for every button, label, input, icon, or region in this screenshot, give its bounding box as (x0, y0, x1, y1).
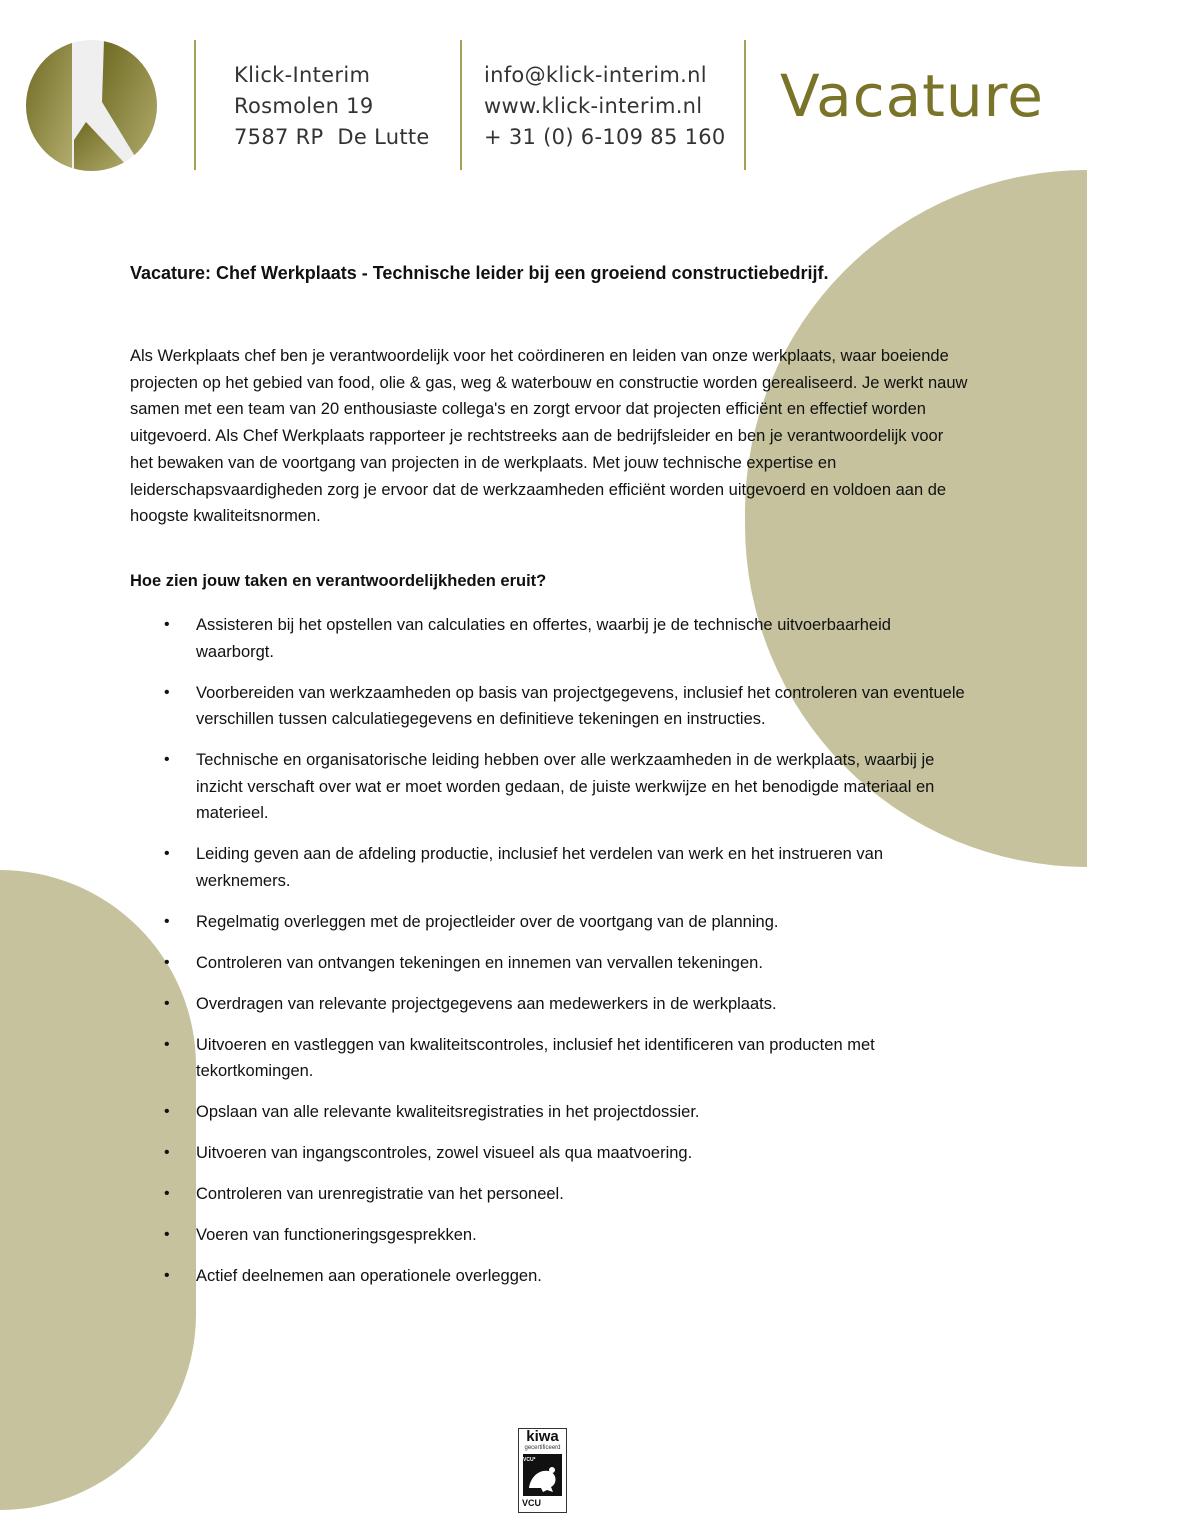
kiwa-vcu-label: VCU (522, 1498, 542, 1508)
intro-paragraph: Als Werkplaats chef ben je verantwoordelijk voor het coördineren en leiden van onze werkplaats, waar boeiende projecten op het gebied van food, olie & gas, weg & waterbouw en constructie worden gerealiseerd. Je werkt nauw samen met een team van 20 enthousiaste collega's en zorgt ervoor dat projecten efficiënt en effectief worden uitgevoerd. Als Chef Werkplaats rapporteer je rechtstreeks aan de bedrijfsleider en ben je verantwoordelijk voor het bewaken van de voortgang van projecten in de werkplaats. Met jouw technische expertise en leiderschapsvaardigheden zorg je ervoor dat de werkzaamheden efficiënt worden uitgevoerd en voldoen aan de hoogste kwaliteitsnormen. (130, 347, 968, 526)
task-text: Controleren van ontvangen tekeningen en innemen van vervallen tekeningen. (196, 953, 763, 972)
list-item (130, 991, 970, 1018)
task-text: Leiding geven aan de afdeling productie, inclusief het verdelen van werk en het instrueren van werknemers. (196, 845, 884, 890)
klick-logo-icon (26, 40, 157, 171)
list-item (130, 1181, 970, 1208)
list-item (130, 1140, 970, 1167)
task-text: Uitvoeren van ingangscontroles, zowel visueel als qua maatvoering. (196, 1144, 693, 1162)
tasks-list (130, 612, 970, 1304)
task-text: Technische en organisatorische leiding hebben over alle werkzaamheden in de werkplaats, waarbij je inzicht verschaft over wat er moet worden gedaan, de juiste werkwijze en het benodigde materiaal en materieel. (196, 751, 935, 822)
task-text: Opslaan van alle relevante kwaliteitsregistraties in het projectdossier. (196, 1103, 700, 1121)
bullet-icon: • (164, 683, 170, 701)
list-item (130, 1099, 970, 1126)
list-item (130, 612, 970, 665)
company-contact (484, 60, 726, 153)
email-link[interactable]: info@klick-interim.nl (484, 63, 707, 87)
kiwa-name: kiwa (526, 1428, 559, 1445)
header-divider (194, 40, 196, 170)
page-title: Vacature: Chef Werkplaats - Technische leider bij een groeiend constructiebedrijf. (130, 263, 829, 283)
list-item (130, 1263, 970, 1290)
company-address (234, 60, 430, 153)
bullet-icon: • (164, 1267, 170, 1284)
bullet-icon: • (164, 994, 170, 1012)
kiwa-mark-label: VCU* (523, 1457, 536, 1463)
bullet-icon: • (164, 912, 170, 930)
task-text: Voeren van functioneringsgesprekken. (196, 1226, 477, 1244)
list-item (130, 950, 970, 977)
tasks-heading: Hoe zien jouw taken en verantwoordelijkheden eruit? (130, 572, 547, 590)
task-text: Assisteren bij het opstellen van calculaties en offertes, waarbij je de technische uitvoerbaarheid waarborgt. (196, 616, 891, 661)
kiwa-subtitle: gecertificeerd (524, 1445, 561, 1451)
header-divider (744, 40, 746, 170)
task-text: Uitvoeren en vastleggen van kwaliteitscontroles, inclusief het identificeren van producten met tekortkomingen. (196, 1035, 875, 1080)
bullet-icon: • (164, 1103, 170, 1120)
kiwa-certification-badge (518, 1428, 567, 1513)
phone-number: + 31 (0) 6-109 85 160 (484, 125, 726, 149)
bullet-icon: • (164, 845, 170, 862)
bullet-icon: • (164, 1144, 170, 1161)
list-item (130, 1222, 970, 1249)
task-text: Controleren van urenregistratie van het personeel. (196, 1185, 564, 1203)
vacature-heading: Vacature (780, 62, 1044, 130)
list-item (130, 1032, 970, 1085)
header-divider (460, 40, 462, 170)
bullet-icon: • (164, 1185, 170, 1202)
street-address: Rosmolen 19 (234, 94, 374, 118)
company-name: Klick-Interim (234, 63, 371, 87)
task-text: Regelmatig overleggen met de projectleider over de voortgang van de planning. (196, 912, 779, 931)
list-item (130, 909, 970, 936)
list-item (130, 841, 970, 894)
task-text: Voorbereiden van werkzaamheden op basis van projectgegevens, inclusief het controleren van eventuele verschillen tussen calculatiegegevens en definitieve tekeningen en instructies. (196, 683, 965, 728)
bullet-icon: • (164, 953, 170, 971)
list-item (130, 680, 970, 733)
website-link[interactable]: www.klick-interim.nl (484, 94, 703, 118)
list-item (130, 747, 970, 827)
bullet-icon: • (164, 1226, 170, 1243)
bullet-icon: • (164, 616, 170, 633)
task-text: Actief deelnemen aan operationele overleggen. (196, 1267, 542, 1285)
bullet-icon: • (164, 1035, 170, 1053)
task-text: Overdragen van relevante projectgegevens aan medewerkers in de werkplaats. (196, 994, 777, 1013)
bullet-icon: • (164, 751, 170, 768)
postal-city: 7587 RP De Lutte (234, 125, 430, 149)
